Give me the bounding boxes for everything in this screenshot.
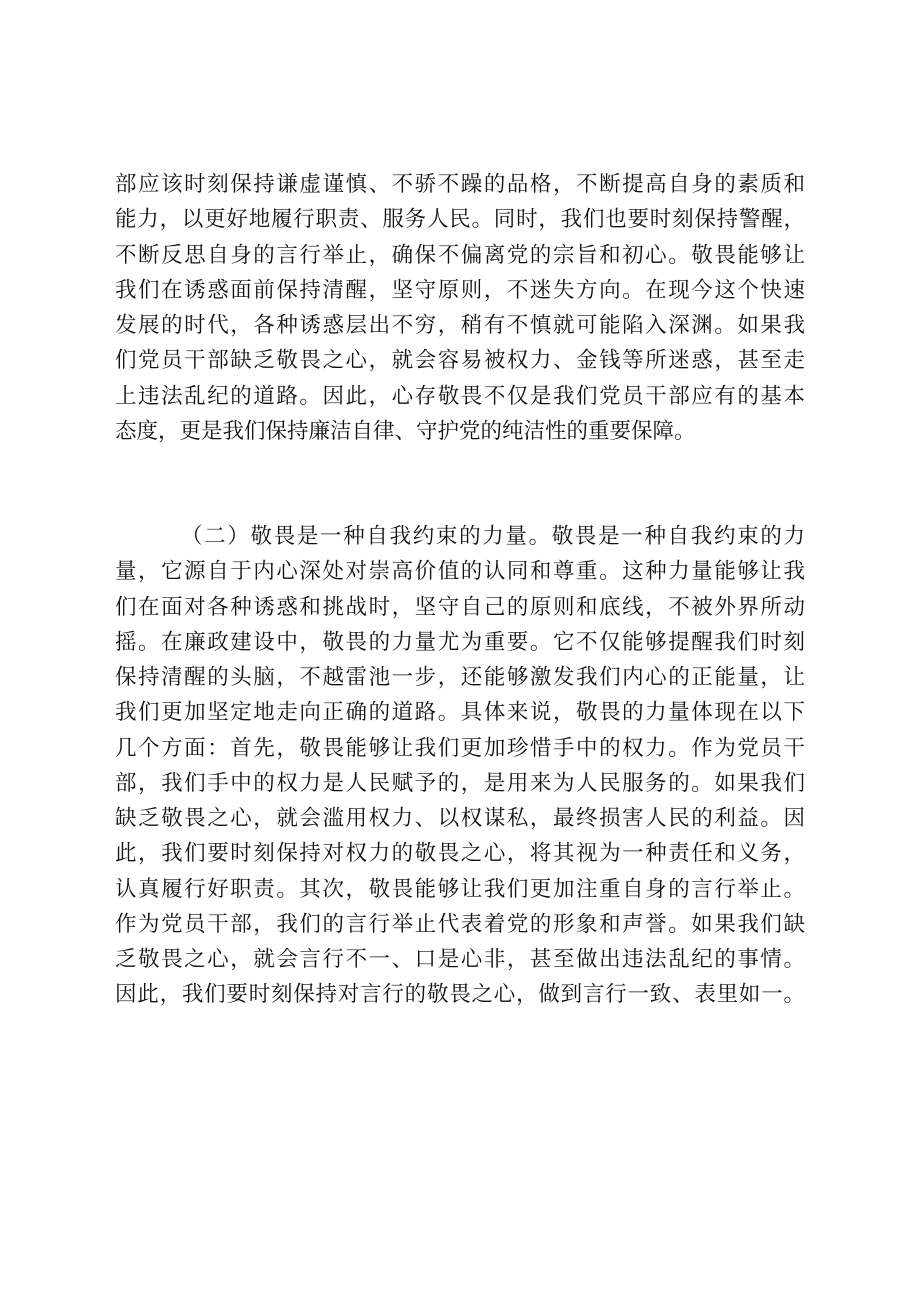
paragraph-2-line-5: 保持清醒的头脑，不越雷池一步，还能够激发我们内心的正能量，让 — [115, 665, 805, 690]
paragraph-2 — [115, 519, 805, 1013]
paragraph-2-line-3: 们在面对各种诱惑和挑战时，坚守自己的原则和底线，不被外界所动 — [115, 594, 805, 620]
paragraph-1-line-5: 发展的时代，各种诱惑层出不穷，稍有不慎就可能陷入深渊。如果我 — [115, 313, 805, 338]
paragraph-1-line-1: 部应该时刻保持谦虚谨慎、不骄不躁的品格，不断提高自身的素质和 — [115, 172, 805, 197]
paragraph-1-line-4: 我们在诱惑面前保持清醒，坚守原则，不迷失方向。在现今这个快速 — [115, 277, 805, 303]
paragraph-2-line-1: （二）敬畏是一种自我约束的力量。敬畏是一种自我约束的力 — [181, 524, 805, 549]
paragraph-1-line-7: 上违法乱纪的道路。因此，心存敬畏不仅是我们党员干部应有的基本 — [115, 383, 805, 409]
paragraph-2-line-10: 此，我们要时刻保持对权力的敬畏之心，将其视为一种责任和义务， — [115, 841, 805, 867]
paragraph-2-line-13: 乏敬畏之心，就会言行不一、口是心非，甚至做出违法乱纪的事情。 — [115, 947, 805, 972]
paragraph-1-line-8: 态度，更是我们保持廉洁自律、守护党的纯洁性的重要保障。 — [115, 418, 696, 444]
paragraph-2-line-11: 认真履行好职责。其次，敬畏能够让我们更加注重自身的言行举止。 — [115, 876, 805, 902]
paragraph-1-line-3: 不断反思自身的言行举止，确保不偏离党的宗旨和初心。敬畏能够让 — [115, 242, 805, 268]
paragraph-2-line-4: 摇。在廉政建设中，敬畏的力量尤为重要。它不仅能够提醒我们时刻 — [115, 629, 805, 655]
paragraph-2-line-12: 作为党员干部，我们的言行举止代表着党的形象和声誉。如果我们缺 — [115, 911, 805, 937]
paragraph-2-line-8: 部，我们手中的权力是人民赋予的，是用来为人民服务的。如果我们 — [115, 770, 805, 796]
paragraph-2-line-2: 量，它源自于内心深处对崇高价值的认同和尊重。这种力量能够让我 — [115, 559, 805, 585]
paragraph-2-line-14: 因此，我们要时刻保持对言行的敬畏之心，做到言行一致、表里如一。 — [115, 982, 805, 1008]
paragraph-1-line-2: 能力，以更好地履行职责、服务人民。同时，我们也要时刻保持警醒， — [115, 207, 805, 233]
paragraph-2-line-9: 缺乏敬畏之心，就会滥用权力、以权谋私，最终损害人民的利益。因 — [115, 806, 805, 831]
paragraph-1 — [115, 167, 805, 449]
paragraph-1-line-6: 们党员干部缺乏敬畏之心，就会容易被权力、金钱等所迷惑，甚至走 — [115, 348, 805, 374]
paragraph-2-line-7: 几个方面：首先，敬畏能够让我们更加珍惜手中的权力。作为党员干 — [115, 735, 805, 761]
paragraph-2-line-6: 我们更加坚定地走向正确的道路。具体来说，敬畏的力量体现在以下 — [115, 700, 805, 726]
